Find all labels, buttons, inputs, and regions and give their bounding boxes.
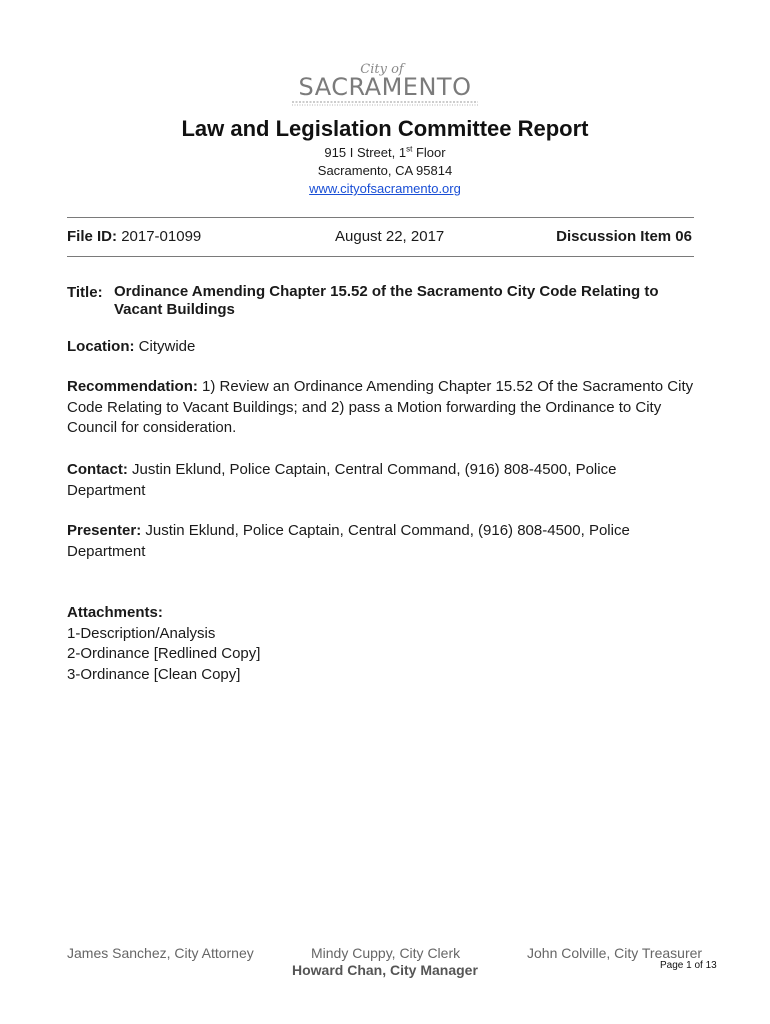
report-date: August 22, 2017 — [335, 228, 445, 245]
city-logo — [280, 60, 490, 112]
address-city: Sacramento, CA 95814 — [317, 163, 453, 178]
top-divider — [67, 217, 694, 218]
footer-manager: Howard Chan, City Manager — [292, 962, 478, 978]
contact-section — [67, 460, 707, 501]
presenter-section — [67, 521, 707, 562]
website-line — [0, 181, 770, 196]
recommendation-line-1: Recommendation: 1) Review an Ordinance Amending Chapter 15.52 Of the Sacramento City — [67, 378, 694, 395]
contact-line-1: Contact: Justin Eklund, Police Captain, Central Command, (916) 808-4500, Police — [67, 461, 617, 478]
attachments-label: Attachments: — [67, 604, 163, 621]
website-link[interactable]: www.cityofsacramento.org — [309, 181, 461, 196]
page-number: Page 1 of 13 — [660, 960, 717, 971]
footer-clerk: Mindy Cuppy, City Clerk — [311, 945, 461, 961]
recommendation-label: Recommendation: — [67, 378, 198, 395]
contact-line-2: Department — [67, 481, 146, 499]
discussion-item: Discussion Item 06 — [556, 228, 692, 245]
location-label: Location: — [67, 338, 135, 355]
contact-label: Contact: — [67, 461, 128, 478]
file-id: File ID: 2017-01099 — [67, 228, 202, 245]
location-section — [67, 337, 707, 358]
attachments-section — [67, 603, 707, 685]
sacramento-logo-icon — [280, 60, 490, 112]
logo-name: SACRAMENTO — [298, 73, 472, 101]
presenter-line-1: Presenter: Justin Eklund, Police Captain, Central Command, (916) 808-4500, Police — [67, 522, 630, 539]
recommendation-line-2: Code Relating to Vacant Buildings; and 2) pass a Motion forwarding the Ordinance to City — [67, 398, 662, 416]
footer-treasurer: John Colville, City Treasurer — [527, 945, 703, 961]
recommendation-section — [67, 377, 707, 439]
footer-attorney: James Sanchez, City Attorney — [67, 945, 254, 961]
attachment-item[interactable]: 2-Ordinance [Redlined Copy] — [67, 645, 261, 662]
title-text: Ordinance Amending Chapter 15.52 of the Sacramento City Code Relating to Vacant Buildings — [114, 283, 659, 318]
location-value: Citywide — [138, 338, 196, 355]
address-street: 915 I Street, 1st Floor — [324, 144, 446, 160]
recommendation-line-3: Council for consideration. — [67, 419, 237, 436]
title-label: Title: — [67, 284, 103, 301]
presenter-label: Presenter: — [67, 522, 142, 539]
attachment-item[interactable]: 3-Ordinance [Clean Copy] — [67, 665, 241, 683]
logo-city-of: City of — [360, 62, 404, 77]
attachment-item[interactable]: 1-Description/Analysis — [67, 624, 216, 642]
meta-row — [67, 228, 694, 248]
bottom-divider — [67, 256, 694, 257]
presenter-line-2: Department — [67, 542, 146, 560]
report-title: Law and Legislation Committee Report — [181, 116, 589, 141]
